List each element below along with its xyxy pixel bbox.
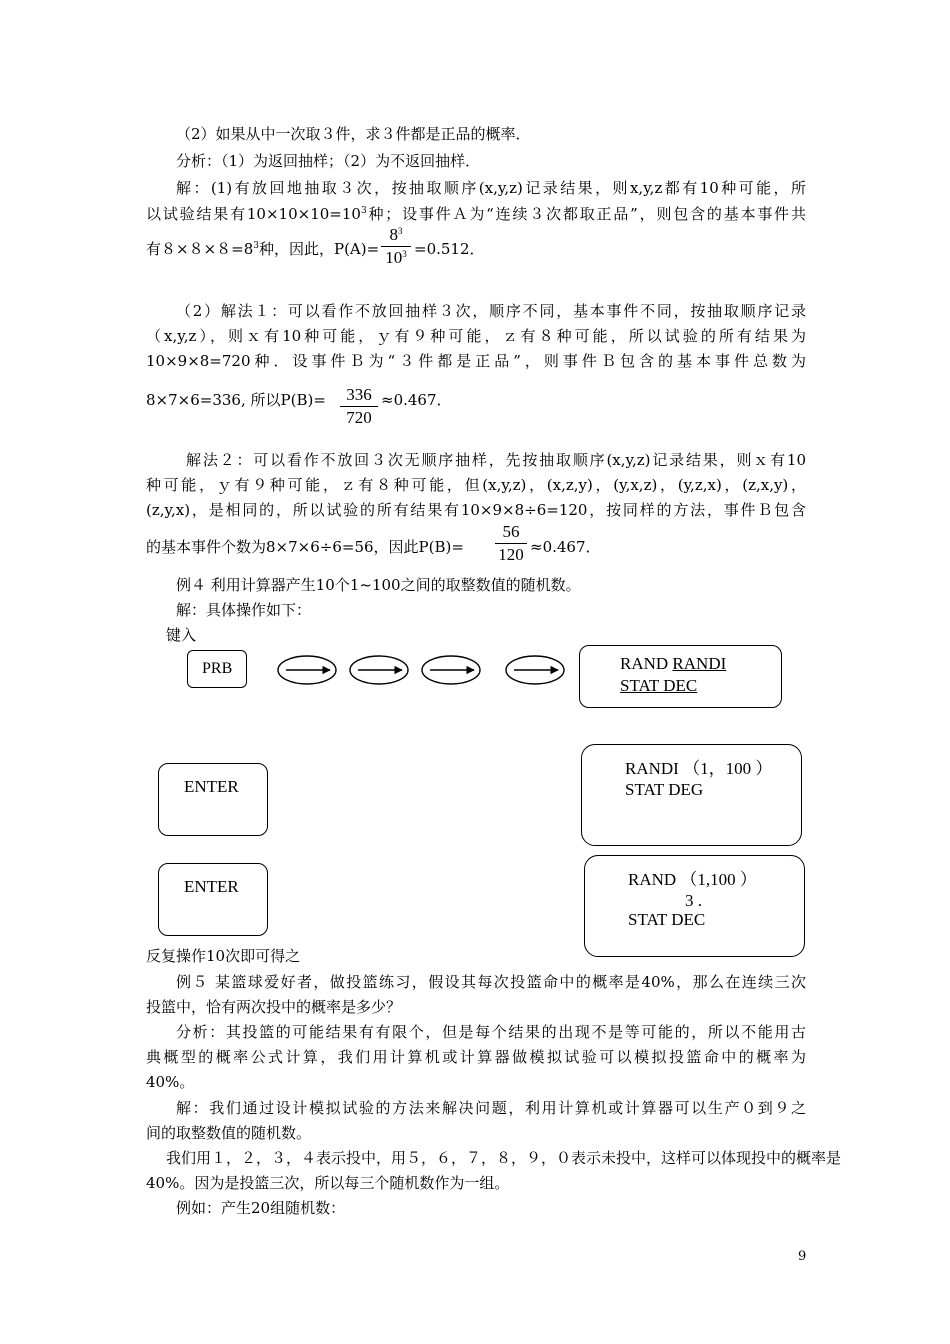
solution2-line-d: 8×7×6=336, 所以P(B)= [146, 391, 326, 409]
enter-key-1: ENTER [158, 763, 268, 836]
solution2-line-a: （2）解法１：可以看作不放回抽样３次，顺序不同，基本事件不同，按抽取顺序记录 [176, 302, 806, 320]
arrow-key-sequence [270, 650, 570, 690]
example4-key-in: 键入 [166, 626, 197, 644]
fraction-pb2: 56 120 [495, 521, 527, 566]
solution3-line-a: 解法２：可以看作不放回３次无顺序抽样，先按抽取顺序(x,y,z)记录结果，则ｘ有10 [186, 451, 806, 469]
solution2-line-c: 10×9×8=720种．设事件Ｂ为“３件都是正品”，则事件Ｂ包含的基本事件总数为 [146, 352, 806, 370]
solution1-line-c: 有$8\times 8\times 8=8^3$种，因此，P(A)= [146, 240, 380, 258]
example5-analysis-c: 40%。 [146, 1073, 195, 1091]
repeat-note: 反复操作10次即可得之 [146, 947, 301, 965]
example5-example: 例如：产生20组随机数： [176, 1199, 346, 1217]
enter-key-2: ENTER [158, 863, 268, 936]
example5-line-b: 投篮中，恰有两次投中的概率是多少？ [146, 998, 402, 1016]
solution3-line-c: (z,y,x)，是相同的，所以试验的所有结果有10×9×8÷6=120，按同样的方法，事件Ｂ包含 [146, 501, 806, 519]
example5-solution-a: 解：我们通过设计模拟试验的方法来解决问题，利用计算机或计算器可以生产０到９之 [176, 1099, 806, 1117]
solution3-line-b: 种可能，ｙ有９种可能，ｚ有８种可能，但(x,y,z)，(x,z,y)，(y,x,z)，(y,z,x)，(z,x,y)， [146, 476, 806, 494]
example5-use-a: 我们用１，２，３，４表示投中，用５，６，７，８，９，０表示未投中，这样可以体现投中的概率是 [166, 1149, 842, 1167]
solution2-line-b: （x,y,z），则ｘ有10种可能，ｙ有９种可能，ｚ有８种可能，所以试验的所有结果为 [146, 327, 806, 345]
solution3-result: ≈0.467． [530, 538, 601, 556]
solution1-result: =0.512． [414, 240, 485, 258]
example5-analysis-b: 典概型的概率公式计算，我们用计算机或计算器做模拟试验可以模拟投篮命中的概率为 [146, 1048, 806, 1066]
solution1-line-a: 解：(1)有放回地抽取３次，按抽取顺序(x,y,z)记录结果，则x,y,z都有10种可能，所 [176, 179, 806, 197]
page-number: 9 [798, 1249, 807, 1264]
right-arrow-key-4 [506, 656, 564, 684]
solution3-line-d: 的基本事件个数为8×7×6÷6=56，因此P(B)= [146, 538, 464, 556]
example5-use-b: 40%。因为是投篮三次，所以每三个随机数作为一组。 [146, 1174, 510, 1192]
right-arrow-key-2 [350, 656, 408, 684]
right-arrow-key-1 [278, 656, 336, 684]
example5-solution-b: 间的取整数值的随机数。 [146, 1124, 312, 1142]
question-2: （2）如果从中一次取３件，求３件都是正品的概率． [176, 125, 531, 143]
prb-key: PRB [187, 650, 247, 688]
analysis-line: 分析：（1）为返回抽样；（2）为不返回抽样． [176, 152, 481, 170]
fraction-pb1: 336 720 [340, 384, 378, 429]
calculator-screen-3: RAND （1,100 ） 3 . STAT DEC [584, 855, 805, 957]
example4-solution: 解：具体操作如下： [176, 601, 312, 619]
calculator-screen-1: RAND RANDI STAT DEC [579, 645, 782, 708]
right-arrow-key-3 [422, 656, 480, 684]
example5-line-a: 例５ 某篮球爱好者，做投篮练习，假设其每次投篮命中的概率是40%，那么在连续三次 [176, 973, 806, 991]
calculator-screen-2: RANDI （1，100 ） STAT DEG [581, 744, 802, 846]
example4-title: 例４ 利用计算器产生10个1~100之间的取整数值的随机数。 [176, 576, 581, 594]
fraction-pa: $8^3$ $10^3$ [381, 224, 411, 269]
solution1-line-b: 以试验结果有$10\times 10\times 10=10^3$种；设事件Ａ为“连续３次都取正品”，则包含的基本事件共 [146, 205, 806, 223]
solution2-result: ≈0.467． [381, 391, 452, 409]
example5-analysis-a: 分析：其投篮的可能结果有有限个，但是每个结果的出现不是等可能的，所以不能用古 [176, 1023, 806, 1041]
